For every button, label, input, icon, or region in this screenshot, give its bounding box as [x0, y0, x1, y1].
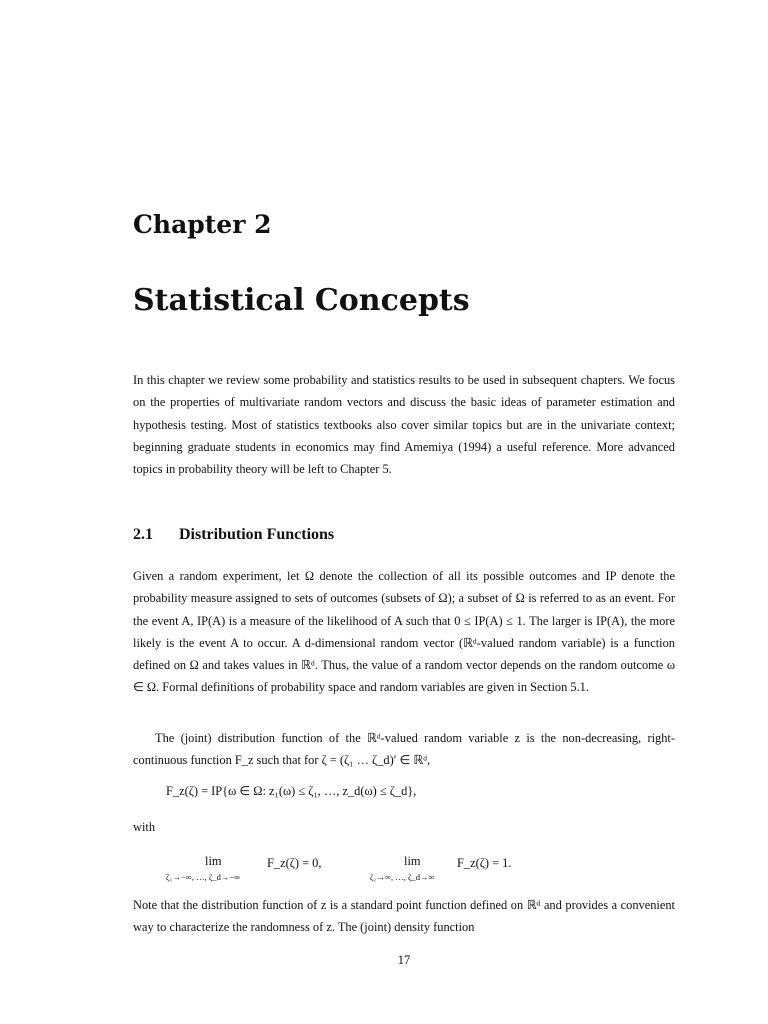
- with-label: with: [133, 820, 156, 834]
- section-title: Distribution Functions: [179, 526, 335, 543]
- section-number: 2.1: [133, 526, 153, 543]
- lim-sub-left: ζ₁→−∞, …, ζ_d→−∞: [166, 872, 241, 882]
- section-heading: [133, 526, 334, 544]
- paragraph-distribution-function: The (joint) distribution function of the ℝᵈ-valued random variable z is the non-decreasing, right-continuous function F_z such that for ζ = (ζ₁ … ζ_d)′ ∈ ℝᵈ,: [133, 731, 675, 768]
- chapter-label: Chapter 2: [133, 210, 272, 239]
- limit-right: [370, 854, 570, 884]
- equation-distribution-function: F_z(ζ) = IP{ω ∈ Ω: z₁(ω) ≤ ζ₁, …, z_d(ω) ≤ ζ_d},: [166, 784, 417, 798]
- paragraph-probability: Given a random experiment, let Ω denote the collection of all its possible outcomes and IP denote the probability measure assigned to sets of outcomes (subsets of Ω); a subset of Ω is referred to as an event. For the event A, IP(A) is a measure of the likelihood of A such that 0 ≤ IP(A) ≤ 1. The larger is IP(A), the more likely is the event A to occur. A d-dimensional random vector (ℝᵈ-valued random variable) is a function defined on Ω and takes values in ℝᵈ. Thus, the value of a random vector depends on the random outcome ω ∈ Ω. Formal definitions of probability space and random variables are given in Section 5.1.: [133, 569, 675, 695]
- lim-rhs-left: F_z(ζ) = 0,: [267, 856, 322, 870]
- paragraph-density-function: Note that the distribution function of z is a standard point function defined on ℝᵈ and provides a convenient way to characterize the randomness of z. The (joint) density function: [133, 898, 675, 935]
- lim-rhs-right: F_z(ζ) = 1.: [457, 856, 512, 870]
- lim-word-left: lim: [205, 854, 222, 868]
- intro-paragraph: In this chapter we review some probability and statistics results to be used in subsequent chapters. We focus on the properties of multivariate random vectors and discuss the basic ideas of parameter estimation and hypothesis testing. Most of statistics textbooks also cover similar topics but are in the univariate context; beginning graduate students in economics may find Amemiya (1994) a useful reference. More advanced topics in probability theory will be left to Chapter 5.: [133, 373, 675, 477]
- lim-word-right: lim: [404, 854, 421, 868]
- limit-left: [166, 854, 366, 884]
- chapter-title: Statistical Concepts: [133, 283, 470, 318]
- lim-sub-right: ζ₁→∞, …, ζ_d→∞: [370, 872, 435, 882]
- page-number: 17: [397, 953, 411, 967]
